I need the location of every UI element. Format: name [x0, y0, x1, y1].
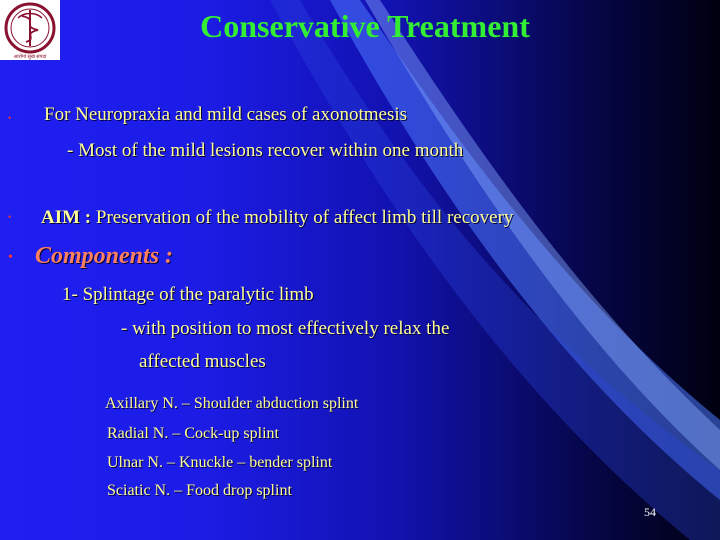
- svg-text:आरोग्यं सुख संपदा: आरोग्यं सुख संपदा: [13, 55, 47, 60]
- bullet-dot: •: [8, 250, 13, 265]
- item1-subtext-line2: affected muscles: [139, 351, 266, 372]
- aim-text: Preservation of the mobility of affect limb till recovery: [95, 207, 514, 228]
- indication-text: For Neuropraxia and mild cases of axonotmesis: [44, 104, 408, 125]
- page-number: 54: [644, 505, 656, 519]
- aim-line: [41, 207, 513, 229]
- components-label: Components :: [35, 243, 174, 269]
- slide-title: Conservative Treatment: [200, 8, 530, 44]
- bullet-dot: •: [8, 113, 12, 123]
- aim-label: AIM :: [41, 207, 92, 228]
- item1-subtext-line1: - with position to most effectively relax the: [121, 318, 450, 339]
- splint-item: Axillary N. – Shoulder abduction splint: [105, 395, 359, 412]
- item1-text: 1- Splintage of the paralytic limb: [62, 284, 314, 305]
- indication-subtext: - Most of the mild lesions recover within one month: [67, 140, 464, 161]
- splint-item: Sciatic N. – Food drop splint: [107, 482, 292, 499]
- splint-item: Ulnar N. – Knuckle – bender splint: [107, 454, 333, 471]
- splint-item: Radial N. – Cock-up splint: [107, 425, 279, 442]
- bullet-dot: •: [8, 212, 12, 222]
